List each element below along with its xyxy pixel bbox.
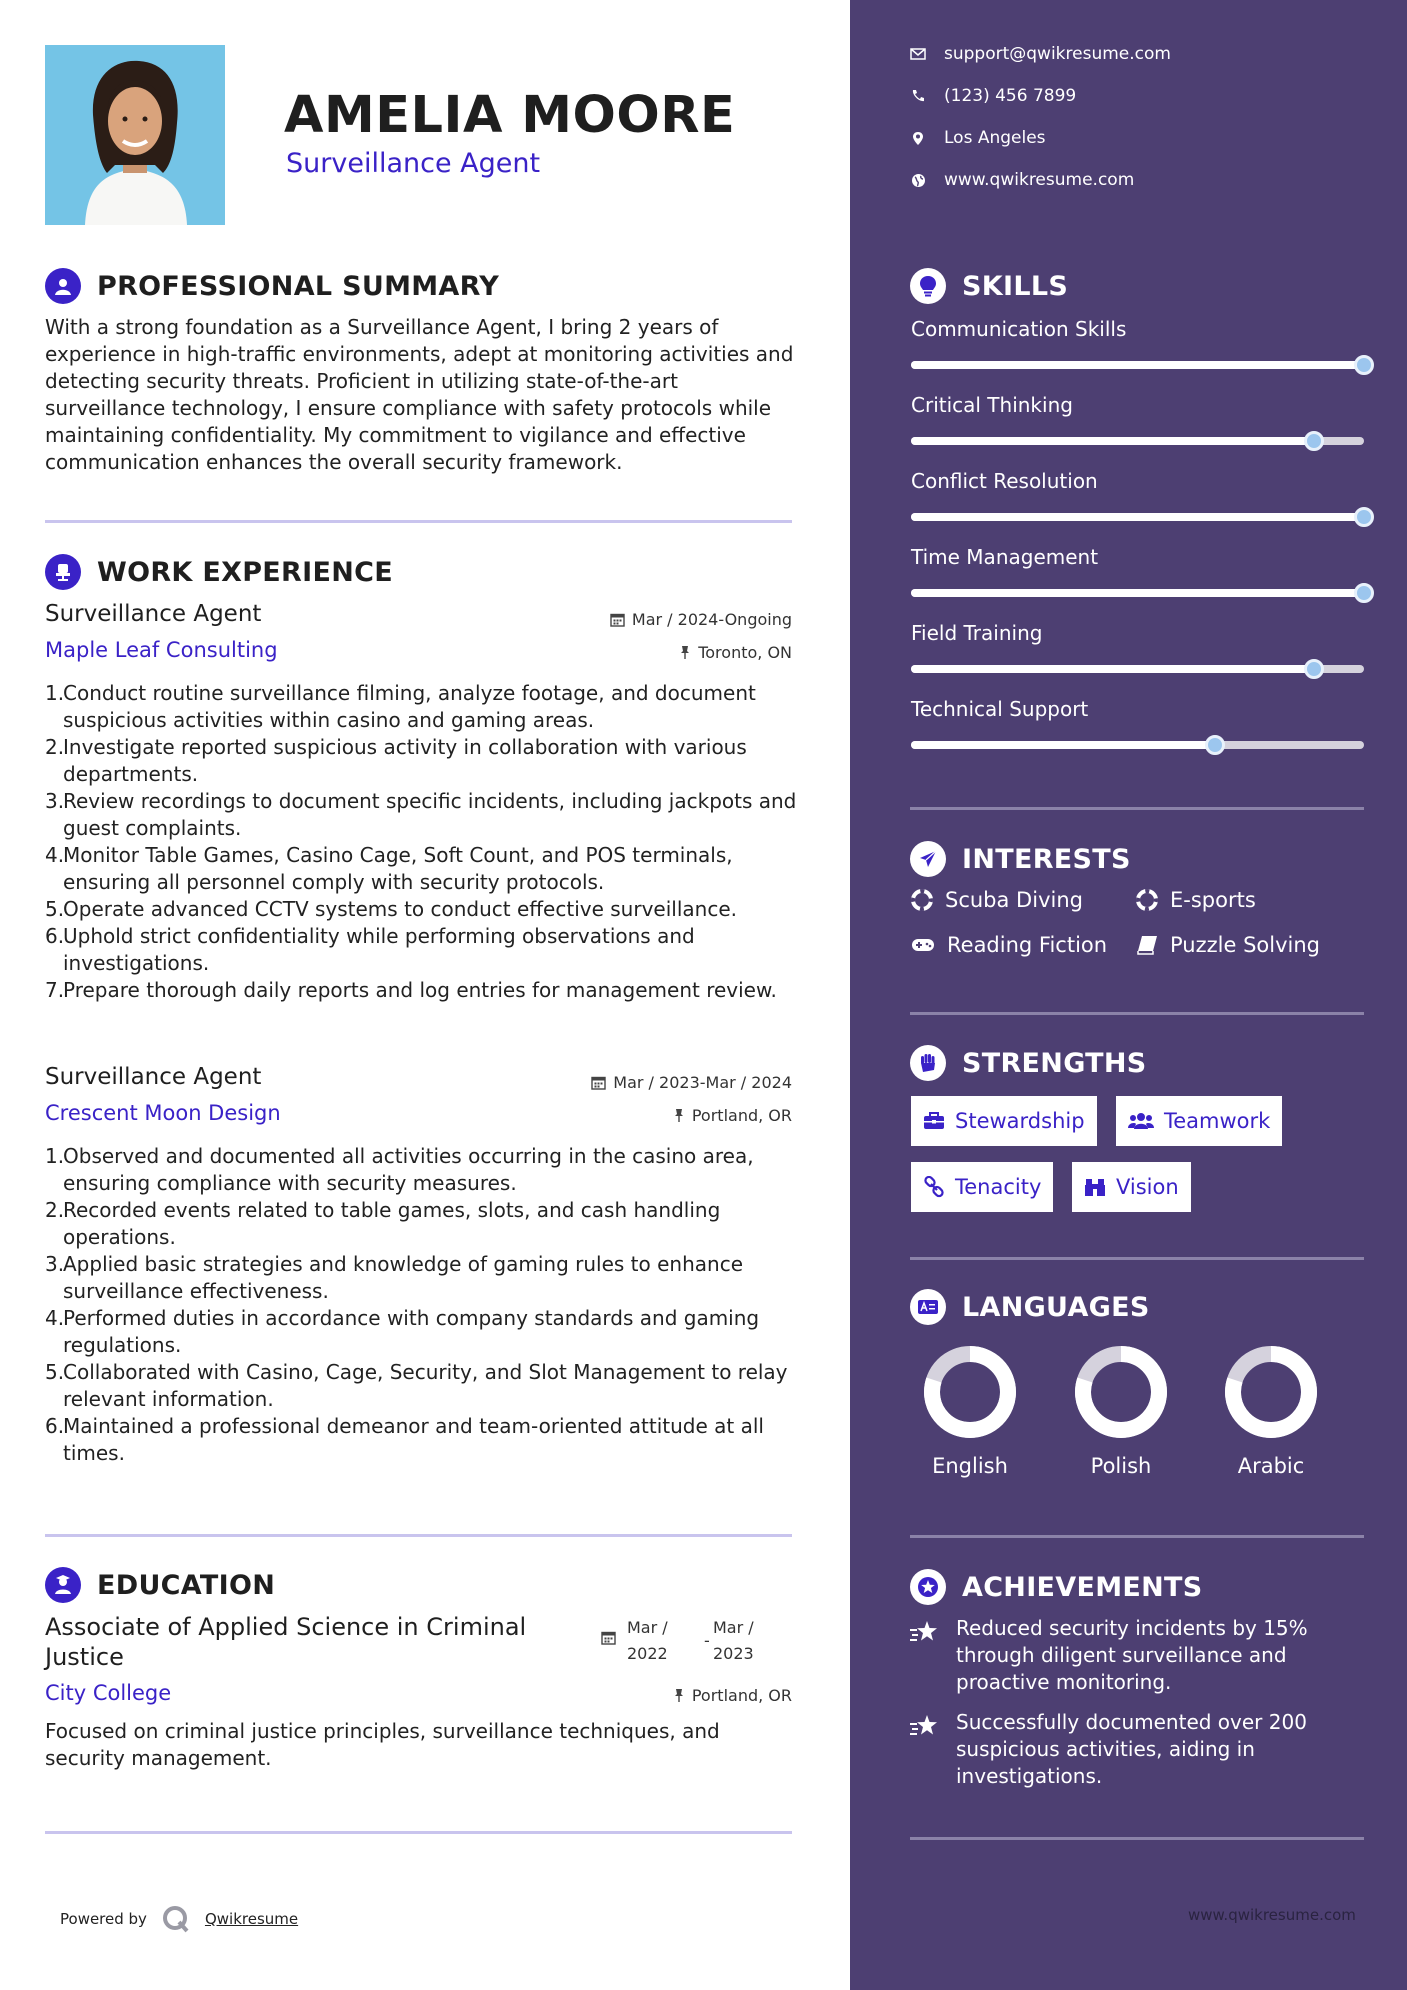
contact-phone[interactable] (910, 86, 1076, 106)
calendar-icon (601, 1630, 616, 1649)
language-level-ring (920, 1342, 1020, 1442)
skill-bar-fill (911, 665, 1314, 673)
contact-location (910, 128, 1046, 148)
strength-chip: Vision (1072, 1162, 1191, 1212)
skill-bar-fill (911, 361, 1364, 369)
skill-name: Time Management (911, 545, 1099, 569)
paper-plane-icon (910, 841, 946, 877)
job-duties (45, 680, 797, 1004)
strength-chip: Tenacity (911, 1162, 1053, 1212)
date-separator: - (704, 1631, 710, 1650)
education-end-date: Mar / 2023 (713, 1618, 754, 1663)
candidate-role: Surveillance Agent (286, 148, 541, 179)
skill-bar-fill (911, 741, 1215, 749)
skill-level-knob (1354, 507, 1374, 527)
experience-header (45, 554, 393, 590)
job-title: Surveillance Agent (45, 601, 262, 627)
job-location-text: Toronto, ON (698, 643, 792, 662)
list-item: 5. Operate advanced CCTV systems to conduct effective surveillance. (45, 897, 737, 921)
skill-bar (911, 513, 1364, 521)
phone-text: (123) 456 7899 (944, 86, 1077, 106)
divider (45, 1831, 792, 1834)
pin-icon (679, 645, 691, 660)
location-pin-icon (910, 131, 926, 146)
user-icon (45, 268, 81, 304)
list-item: 4. Performed duties in accordance with company standards and gaming regulations. (45, 1306, 760, 1357)
skill-name: Technical Support (911, 697, 1089, 721)
chair-icon (45, 554, 81, 590)
phone-icon (910, 89, 926, 103)
interest-item: Scuba Diving (911, 888, 1083, 912)
list-item: 1. Observed and documented all activities occurring in the casino area, ensuring compliance with security measures. (45, 1144, 754, 1195)
list-item: 4. Monitor Table Games, Casino Cage, Soft Count, and POS terminals, ensuring all personnel comply with security protocols. (45, 843, 733, 894)
achievement-item: Reduced security incidents by 15% through diligent surveillance and proactive monitoring. (910, 1615, 1356, 1696)
calendar-icon (591, 1075, 606, 1090)
link-icon (923, 1176, 945, 1198)
section-title: STRENGTHS (962, 1047, 1147, 1079)
list-item: 3. Applied basic strategies and knowledge of gaming rules to enhance surveillance effectiveness. (45, 1252, 744, 1303)
globe-icon (910, 173, 926, 188)
job-location (673, 1106, 792, 1125)
qwikresume-link[interactable]: Qwikresume (204, 1910, 299, 1928)
star-badge-icon (910, 1569, 946, 1605)
profile-photo (45, 45, 225, 225)
list-item: 3. Review recordings to document specific incidents, including jackpots and guest complaints. (45, 789, 797, 840)
skill-level-knob (1354, 355, 1374, 375)
strengths-header (910, 1045, 1147, 1081)
briefcase-icon (923, 1112, 945, 1130)
fist-icon (910, 1045, 946, 1081)
contact-website[interactable] (910, 170, 1134, 190)
divider (910, 1837, 1364, 1840)
book-icon (1136, 935, 1158, 955)
achievement-item: Successfully documented over 200 suspicious activities, aiding in investigations. (910, 1709, 1356, 1790)
section-title: LANGUAGES (962, 1291, 1150, 1323)
education-start-date: Mar / 2022 (627, 1618, 668, 1663)
skill-bar-fill (911, 437, 1314, 445)
section-title: ACHIEVEMENTS (962, 1571, 1203, 1603)
powered-by (60, 1904, 298, 1934)
skill-level-knob (1205, 735, 1225, 755)
binoculars-icon (1084, 1177, 1106, 1197)
skill-name: Critical Thinking (911, 393, 1073, 417)
degree-title: Associate of Applied Science in Criminal Justice (45, 1613, 527, 1671)
job-title: Surveillance Agent (45, 1064, 262, 1090)
footer-website[interactable]: www.qwikresume.com (1188, 1906, 1356, 1924)
language-name: English (932, 1454, 1008, 1478)
skill-bar (911, 665, 1364, 673)
lightbulb-icon (910, 268, 946, 304)
language-icon (910, 1289, 946, 1325)
job-date (610, 610, 792, 629)
powered-by-label: Powered by (60, 1910, 147, 1928)
skill-bar (911, 361, 1364, 369)
section-title: WORK EXPERIENCE (97, 556, 393, 588)
company-name: Crescent Moon Design (45, 1101, 281, 1125)
star-icon (910, 1615, 942, 1696)
pin-icon (673, 1688, 685, 1703)
skills-header (910, 268, 1068, 304)
strength-chip: Stewardship (911, 1096, 1097, 1146)
section-title: EDUCATION (97, 1569, 276, 1601)
email-text: support@qwikresume.com (944, 44, 1171, 64)
list-item: 2. Recorded events related to table games, slots, and cash handling operations. (45, 1198, 721, 1249)
interest-item: Puzzle Solving (1136, 933, 1320, 957)
section-title: INTERESTS (962, 843, 1131, 875)
summary-text: With a strong foundation as a Surveillance Agent, I bring 2 years of experience in high-traffic environments, adept at monitoring activities and detecting security threats. Proficient in utilizing state-of-the-art surveillance technology, I ensure compliance with safety protocols while maintaining confidentiality. My commitment to vigilance and effective communication enhances the overall security framework. (45, 315, 794, 474)
list-item: 5. Collaborated with Casino, Cage, Security, and Slot Management to relay relevant information. (45, 1360, 788, 1411)
company-name: Maple Leaf Consulting (45, 638, 278, 662)
job-location (679, 643, 792, 662)
gamepad-icon (911, 937, 935, 953)
job-date-text: Mar / 2024-Ongoing (631, 610, 792, 629)
skill-bar (911, 741, 1364, 749)
skill-bar-fill (911, 513, 1364, 521)
envelope-icon (910, 48, 926, 60)
divider (45, 520, 792, 523)
summary-header (45, 268, 499, 304)
list-item: 2. Investigate reported suspicious activity in collaboration with various departments. (45, 735, 747, 786)
graduation-cap-icon (45, 1567, 81, 1603)
skill-bar (911, 589, 1364, 597)
section-title: SKILLS (962, 270, 1069, 302)
pin-icon (673, 1108, 685, 1123)
users-icon (1128, 1112, 1154, 1130)
skill-bar (911, 437, 1364, 445)
list-item: 6. Uphold strict confidentiality while performing observations and investigations. (45, 924, 695, 975)
language-item (1071, 1342, 1171, 1478)
language-name: Arabic (1237, 1454, 1305, 1478)
skill-bar-fill (911, 589, 1364, 597)
star-icon (910, 1709, 942, 1790)
divider (45, 1534, 792, 1537)
achievements-header (910, 1569, 1203, 1605)
candidate-name: AMELIA MOORE (284, 86, 736, 145)
divider (910, 807, 1364, 810)
qwikresume-logo-icon (161, 1904, 191, 1934)
website-text: www.qwikresume.com (944, 170, 1135, 190)
school-location-text: Portland, OR (691, 1686, 792, 1705)
job-location-text: Portland, OR (691, 1106, 792, 1125)
skill-name: Communication Skills (911, 317, 1127, 341)
strength-chip: Teamwork (1116, 1096, 1282, 1146)
school-location (673, 1686, 792, 1705)
language-item (920, 1342, 1020, 1478)
calendar-icon (610, 612, 625, 627)
job-date-text: Mar / 2023-Mar / 2024 (613, 1073, 792, 1092)
divider (910, 1012, 1364, 1015)
school-name: City College (45, 1681, 172, 1705)
languages-header (910, 1289, 1150, 1325)
job-duties (45, 1143, 797, 1467)
lifebuoy-icon (1136, 889, 1158, 911)
language-name: Polish (1090, 1454, 1152, 1478)
education-header (45, 1567, 275, 1603)
interests-header (910, 841, 1131, 877)
job-date (591, 1073, 792, 1092)
section-title: PROFESSIONAL SUMMARY (97, 270, 500, 302)
list-item: 6. Maintained a professional demeanor and team-oriented attitude at all times. (45, 1414, 764, 1465)
interest-item: Reading Fiction (911, 933, 1107, 957)
divider (910, 1535, 1364, 1538)
skill-name: Conflict Resolution (911, 469, 1098, 493)
list-item: 1. Conduct routine surveillance filming, analyze footage, and document suspicious activities within casino and gaming areas. (45, 681, 756, 732)
language-item (1221, 1342, 1321, 1478)
contact-email[interactable] (910, 44, 1171, 64)
language-level-ring (1071, 1342, 1171, 1442)
interest-item: E-sports (1136, 888, 1256, 912)
language-level-ring (1221, 1342, 1321, 1442)
list-item: 7. Prepare thorough daily reports and log entries for management review. (45, 978, 777, 1002)
skill-name: Field Training (911, 621, 1043, 645)
skill-level-knob (1354, 583, 1374, 603)
lifebuoy-icon (911, 889, 933, 911)
divider (910, 1257, 1364, 1260)
education-description: Focused on criminal justice principles, surveillance techniques, and security management. (45, 1719, 720, 1770)
location-text: Los Angeles (944, 128, 1046, 148)
